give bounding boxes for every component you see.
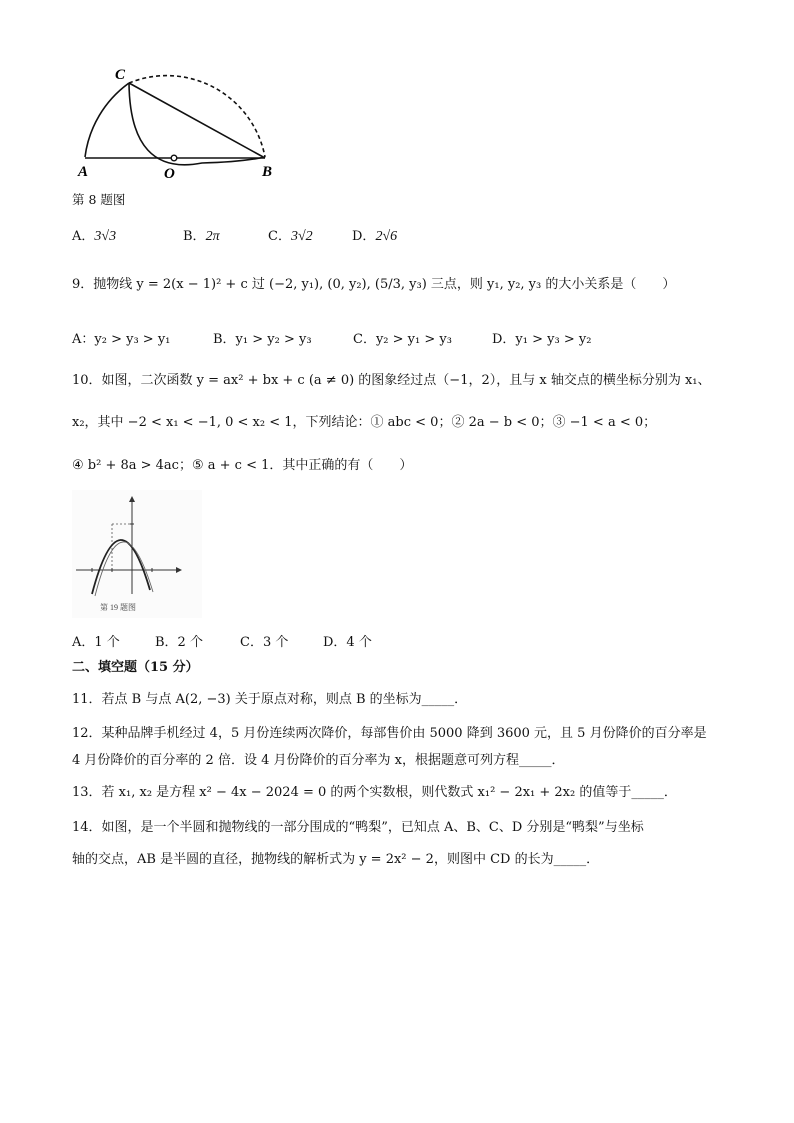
q8-option-c: C．3√2 xyxy=(268,229,313,244)
q11-stem: 11．若点 B 与点 A(2, −3) 关于原点对称，则点 B 的坐标为_____． xyxy=(72,692,468,707)
section-title: 二、填空题（15 分） xyxy=(72,660,199,675)
label-b: B xyxy=(262,164,273,180)
q8-option-a: A．3√3 xyxy=(72,229,117,244)
q14-stem-line1: 14．如图，是一个半圆和抛物线的一部分围成的“鸭梨”，已知点 A、B、C、D 分别是“鸭梨”与坐标 xyxy=(72,820,644,835)
figure-q10 xyxy=(72,490,202,618)
q10-stem-line2: x₂，其中 −2 < x₁ < −1, 0 < x₂ < 1，下列结论：① abc < 0；② 2a − b < 0；③ −1 < a < 0； xyxy=(72,415,657,430)
q9-option-d: D．y₁ > y₃ > y₂ xyxy=(492,332,592,347)
q8-option-d: D．2√6 xyxy=(352,229,398,244)
fig10-caption: 第 19 题图 xyxy=(100,603,136,612)
q10-option-a: A．1 个 xyxy=(72,635,120,650)
q12-stem-line1: 12．某种品牌手机经过 4，5 月份连续两次降价，每部售价由 5000 降到 3600 元，且 5 月份降价的百分率是 xyxy=(72,726,707,741)
label-a: A xyxy=(78,164,89,180)
q9-option-a: A：y₂ > y₃ > y₁ xyxy=(72,332,171,347)
fig8-caption: 第 8 题图 xyxy=(72,192,126,207)
figure-q8 xyxy=(72,62,282,184)
q9-option-b: B．y₁ > y₂ > y₃ xyxy=(213,332,312,347)
q10-option-d: D．4 个 xyxy=(323,635,372,650)
q13-stem: 13．若 x₁, x₂ 是方程 x² − 4x − 2024 = 0 的两个实数根，则代数式 x₁² − 2x₁ + 2x₂ 的值等于_____． xyxy=(72,785,677,800)
arc-a-c xyxy=(85,83,129,157)
q8-option-b: B．2π xyxy=(183,229,220,244)
label-o: O xyxy=(164,166,175,182)
q10-stem-line1: 10．如图，二次函数 y = ax² + bx + c (a ≠ 0) 的图象经过点（−1，2），且与 x 轴交点的横坐标分别为 x₁、 xyxy=(72,373,711,388)
line-c-b xyxy=(129,83,265,158)
arc-c-o-b xyxy=(129,83,265,165)
label-c: C xyxy=(115,67,126,83)
point-o xyxy=(171,155,177,161)
q9-stem: 9．抛物线 y = 2(x − 1)² + c 过 (−2, y₁), (0, y₂), (5/3, y₃) 三点，则 y₁, y₂, y₃ 的大小关系是（ ） xyxy=(72,277,676,292)
q10-option-c: C．3 个 xyxy=(240,635,289,650)
q14-stem-line2: 轴的交点，AB 是半圆的直径，抛物线的解析式为 y = 2x² − 2，则图中 CD 的长为_____． xyxy=(72,852,600,867)
q12-stem-line2: 4 月份降价的百分率的 2 倍．设 4 月份降价的百分率为 x，根据题意可列方程_____． xyxy=(72,753,565,768)
q10-option-b: B．2 个 xyxy=(155,635,203,650)
q10-stem-line3: ④ b² + 8a > 4ac；⑤ a + c < 1．其中正确的有（ ） xyxy=(72,458,413,473)
arc-c-b-dashed xyxy=(129,76,265,157)
q9-option-c: C．y₂ > y₁ > y₃ xyxy=(353,332,452,347)
